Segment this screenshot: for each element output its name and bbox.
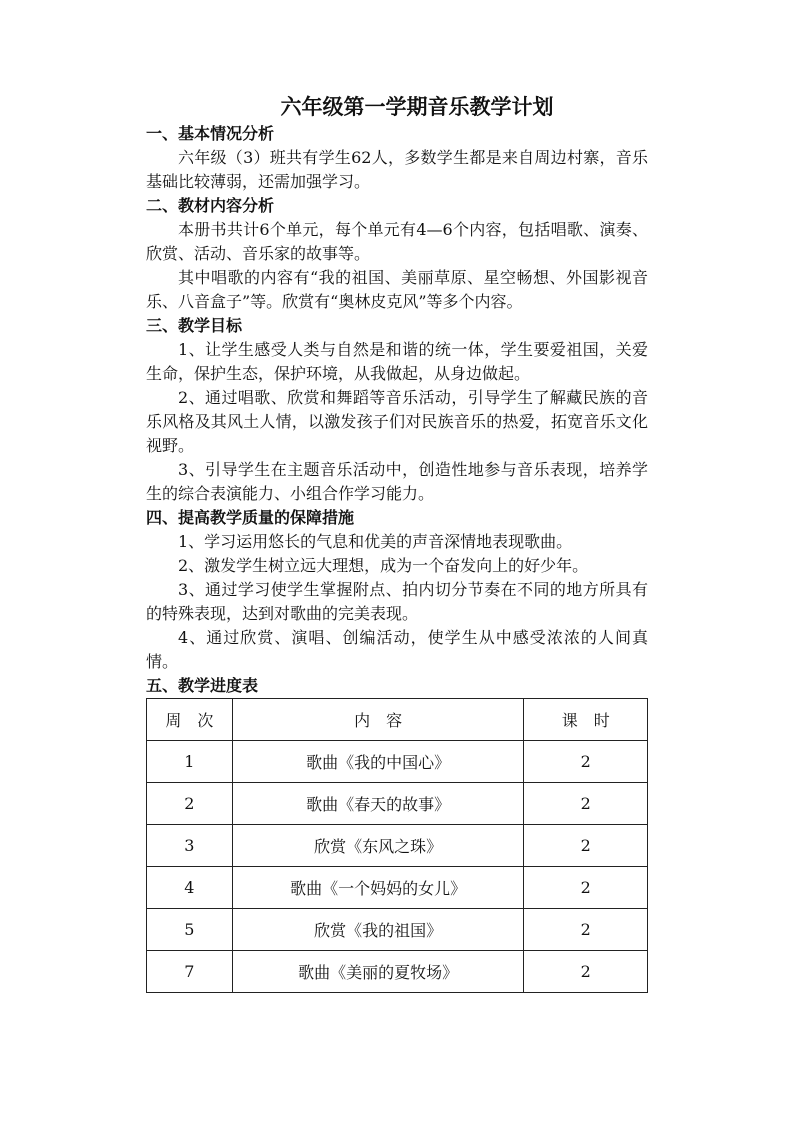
cell-week: 1	[147, 741, 233, 783]
cell-content: 歌曲《春天的故事》	[232, 783, 524, 825]
document-title: 六年级第一学期音乐教学计划	[280, 94, 554, 119]
section-heading: 一、基本情况分析	[146, 124, 275, 143]
cell-week: 2	[147, 783, 233, 825]
section-teaching-goals	[146, 314, 648, 506]
paragraph: 3、引导学生在主题音乐活动中，创造性地参与音乐表现，培养学生的综合表演能力、小组合作学习能力。	[146, 460, 648, 503]
table-row	[147, 741, 648, 783]
paragraph: 六年级（3）班共有学生62人，多数学生都是来自周边村寨，音乐基础比较薄弱，还需加强学习。	[146, 148, 648, 191]
cell-hours: 2	[524, 909, 648, 951]
cell-week: 5	[147, 909, 233, 951]
section-heading: 四、提高教学质量的保障措施	[146, 508, 355, 527]
cell-hours: 2	[524, 867, 648, 909]
header-content: 内 容	[232, 699, 524, 741]
cell-week: 7	[147, 951, 233, 993]
table-row	[147, 825, 648, 867]
cell-content: 欣赏《东风之珠》	[232, 825, 524, 867]
paragraph: 3、通过学习使学生掌握附点、拍内切分节奏在不同的地方所具有的特殊表现，达到对歌曲的完美表现。	[146, 580, 648, 623]
header-hours: 课 时	[524, 699, 648, 741]
schedule-table	[146, 698, 648, 993]
paragraph: 其中唱歌的内容有“我的祖国、美丽草原、星空畅想、外国影视音乐、八音盒子”等。欣赏有“奥林皮克风”等多个内容。	[146, 268, 648, 311]
table-row	[147, 951, 648, 993]
table-header-row	[147, 699, 648, 741]
paragraph: 4、通过欣赏、演唱、创编活动，使学生从中感受浓浓的人间真情。	[146, 628, 648, 671]
cell-hours: 2	[524, 741, 648, 783]
document-page	[146, 92, 648, 993]
cell-content: 歌曲《美丽的夏牧场》	[232, 951, 524, 993]
paragraph: 1、让学生感受人类与自然是和谐的统一体，学生要爱祖国，关爱生命，保护生态，保护环境，从我做起，从身边做起。	[146, 340, 648, 383]
cell-content: 欣赏《我的祖国》	[232, 909, 524, 951]
section-heading: 二、教材内容分析	[146, 196, 275, 215]
section-quality-measures	[146, 506, 648, 674]
cell-hours: 2	[524, 783, 648, 825]
section-heading: 五、教学进度表	[146, 676, 259, 695]
section-schedule	[146, 674, 648, 993]
paragraph: 2、通过唱歌、欣赏和舞蹈等音乐活动，引导学生了解藏民族的音乐风格及其风土人情，以激发孩子们对民族音乐的热爱，拓宽音乐文化视野。	[146, 388, 648, 455]
section-heading: 三、教学目标	[146, 316, 243, 335]
table-row	[147, 867, 648, 909]
table-row	[147, 909, 648, 951]
cell-hours: 2	[524, 951, 648, 993]
paragraph: 1、学习运用悠长的气息和优美的声音深情地表现歌曲。	[178, 532, 573, 551]
paragraph: 本册书共计6个单元，每个单元有4—6个内容，包括唱歌、演奏、欣赏、活动、音乐家的故事等。	[146, 220, 648, 263]
cell-content: 歌曲《一个妈妈的女儿》	[232, 867, 524, 909]
section-basic-analysis	[146, 122, 648, 194]
cell-content: 歌曲《我的中国心》	[232, 741, 524, 783]
cell-hours: 2	[524, 825, 648, 867]
cell-week: 4	[147, 867, 233, 909]
cell-week: 3	[147, 825, 233, 867]
table-row	[147, 783, 648, 825]
paragraph: 2、激发学生树立远大理想，成为一个奋发向上的好少年。	[178, 556, 589, 575]
section-textbook-analysis	[146, 194, 648, 314]
header-week: 周 次	[147, 699, 233, 741]
